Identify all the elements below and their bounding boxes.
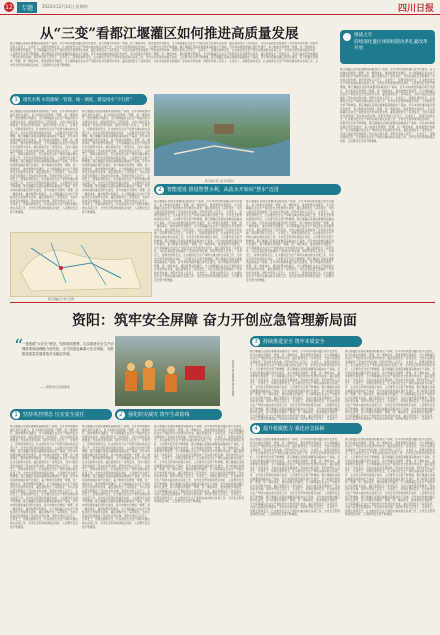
irrigation-map xyxy=(10,232,152,297)
article-column-8: 都江堰灌区是国家重要商品粮油生产基地，近年来持续推进灌区现代化建设，着力构建水资源统一管理、统一调度体系，推进智慧水利建设，全力保障灌区农业生产和经济社会发展用水需求，灌区面貌发生了深刻变化，为四川高质量发展提供了坚实的水利支撑。资阳市坚持人民至上、生命至上，统筹发展和安全，扎实推进安全生产和防灾减灾救灾各项工作，全市安全形势持续稳定向好，人民群众安全感不断增强。都江堰灌区是国家重要商品粮油生产基地，近年来持续推进灌区现代化建设，着力构建水资源统一管理、统一调度体系，推进智慧水利建设，全力保障灌区农业生产和经济社会发展用水需求，灌区面貌发生了深刻变化，为四川高质量发展提供了坚实的水利支撑。资阳市坚持人民至上、生命至上，统筹发展和安全，扎实推进安全生产和防灾减灾救灾各项工作，全市安全形势持续稳定向好，人民群众安全感不断增强。都江堰灌区是国家重要商品粮油生产基地，近年来持续推进灌区现代化建设，着力构建水资源统一管理、统一调度体系，推进智慧水利建设，全力保障灌区农业生产和经济社会发展用水需求，灌区面貌发生了深刻变化，为四川高质量发展提供了坚实的水利支撑。资阳市坚持人民至上、生命至上，统筹发展和安全，扎实推进安全生产和防灾减灾救灾各项工作，全市安全形势持续稳定向好，人民群众安全感不断增强。都江堰灌区是国家重要商品粮油生产基地，近年来持续推进灌区现代化建设，着力构建水资源统一管理、统一调度体系，推进智慧水利建设，全力保障灌区农业生产和经济社会发展用水需求，灌区面貌发生了深刻变化，为四川高质量发展提供了坚实的水利支撑。资阳市坚持人民至上、生命至上，统筹发展和安全，扎实推进安全生产和防灾减灾救灾各项工作，全市安全形势持续稳定向好，人民群众安全感不断增强。 xyxy=(10,425,78,529)
article-column-4: 都江堰灌区是国家重要商品粮油生产基地，近年来持续推进灌区现代化建设，着力构建水资源统一管理、统一调度体系，推进智慧水利建设，全力保障灌区农业生产和经济社会发展用水需求，灌区面貌发生了深刻变化，为四川高质量发展提供了坚实的水利支撑。资阳市坚持人民至上、生命至上，统筹发展和安全，扎实推进安全生产和防灾减灾救灾各项工作，全市安全形势持续稳定向好，人民群众安全感不断增强。都江堰灌区是国家重要商品粮油生产基地，近年来持续推进灌区现代化建设，着力构建水资源统一管理、统一调度体系，推进智慧水利建设，全力保障灌区农业生产和经济社会发展用水需求，灌区面貌发生了深刻变化，为四川高质量发展提供了坚实的水利支撑。资阳市坚持人民至上、生命至上，统筹发展和安全，扎实推进安全生产和防灾减灾救灾各项工作，全市安全形势持续稳定向好，人民群众安全感不断增强。都江堰灌区是国家重要商品粮油生产基地，近年来持续推进灌区现代化建设，着力构建水资源统一管理、统一调度体系，推进智慧水利建设，全力保障灌区农业生产和经济社会发展用水需求，灌区面貌发生了深刻变化，为四川高质量发展提供了坚实的水利支撑。资阳市坚持人民至上、生命至上，统筹发展和安全，扎实推进安全生产和防灾减灾救灾各项工作，全市安全形势持续稳定向好，人民群众安全感不断增强。都江堰灌区是国家重要商品粮油生产基地，近年来持续推进灌区现代化建设，着力构建水资源统一管理、统一调度体系，推进智慧水利建设，全力保障灌区农业生产和经济社会发展用水需求，灌区面貌发生了深刻变化，为四川高质量发展提供了坚实的水利支撑。资阳市坚持人民至上、生命至上，统筹发展和安全，扎实推进安全生产和防灾减灾救灾各项工作，全市安全形势持续稳定向好，人民群众安全感不断增强。 xyxy=(246,200,334,283)
banner-number: 2 xyxy=(156,186,164,194)
page-number: 12 xyxy=(5,3,13,11)
newspaper-logo: 四川日报 xyxy=(397,4,434,14)
article-column-2: 都江堰灌区是国家重要商品粮油生产基地，近年来持续推进灌区现代化建设，着力构建水资源统一管理、统一调度体系，推进智慧水利建设，全力保障灌区农业生产和经济社会发展用水需求，灌区面貌发生了深刻变化，为四川高质量发展提供了坚实的水利支撑。资阳市坚持人民至上、生命至上，统筹发展和安全，扎实推进安全生产和防灾减灾救灾各项工作，全市安全形势持续稳定向好，人民群众安全感不断增强。都江堰灌区是国家重要商品粮油生产基地，近年来持续推进灌区现代化建设，着力构建水资源统一管理、统一调度体系，推进智慧水利建设，全力保障灌区农业生产和经济社会发展用水需求，灌区面貌发生了深刻变化，为四川高质量发展提供了坚实的水利支撑。资阳市坚持人民至上、生命至上，统筹发展和安全，扎实推进安全生产和防灾减灾救灾各项工作，全市安全形势持续稳定向好，人民群众安全感不断增强。都江堰灌区是国家重要商品粮油生产基地，近年来持续推进灌区现代化建设，着力构建水资源统一管理、统一调度体系，推进智慧水利建设，全力保障灌区农业生产和经济社会发展用水需求，灌区面貌发生了深刻变化，为四川高质量发展提供了坚实的水利支撑。资阳市坚持人民至上、生命至上，统筹发展和安全，扎实推进安全生产和防灾减灾救灾各项工作，全市安全形势持续稳定向好，人民群众安全感不断增强。都江堰灌区是国家重要商品粮油生产基地，近年来持续推进灌区现代化建设，着力构建水资源统一管理、统一调度体系，推进智慧水利建设，全力保障灌区农业生产和经济社会发展用水需求，灌区面貌发生了深刻变化，为四川高质量发展提供了坚实的水利支撑。资阳市坚持人民至上、生命至上，统筹发展和安全，扎实推进安全生产和防灾减灾救灾各项工作，全市安全形势持续稳定向好，人民群众安全感不断增强。 xyxy=(82,110,150,214)
section-divider xyxy=(10,302,435,303)
article-column-11: 都江堰灌区是国家重要商品粮油生产基地，近年来持续推进灌区现代化建设，着力构建水资源统一管理、统一调度体系，推进智慧水利建设，全力保障灌区农业生产和经济社会发展用水需求，灌区面貌发生了深刻变化，为四川高质量发展提供了坚实的水利支撑。资阳市坚持人民至上、生命至上，统筹发展和安全，扎实推进安全生产和防灾减灾救灾各项工作，全市安全形势持续稳定向好，人民群众安全感不断增强。都江堰灌区是国家重要商品粮油生产基地，近年来持续推进灌区现代化建设，着力构建水资源统一管理、统一调度体系，推进智慧水利建设，全力保障灌区农业生产和经济社会发展用水需求，灌区面貌发生了深刻变化，为四川高质量发展提供了坚实的水利支撑。资阳市坚持人民至上、生命至上，统筹发展和安全，扎实推进安全生产和防灾减灾救灾各项工作，全市安全形势持续稳定向好，人民群众安全感不断增强。都江堰灌区是国家重要商品粮油生产基地，近年来持续推进灌区现代化建设，着力构建水资源统一管理、统一调度体系，推进智慧水利建设，全力保障灌区农业生产和经济社会发展用水需求，灌区面貌发生了深刻变化，为四川高质量发展提供了坚实的水利支撑。资阳市坚持人民至上、生命至上，统筹发展和安全，扎实推进安全生产和防灾减灾救灾各项工作，全市安全形势持续稳定向好，人民群众安全感不断增强。都江堰灌区是国家重要商品粮油生产基地，近年来持续推进灌区现代化建设，着力构建水资源统一管理、统一调度体系，推进智慧水利建设，全力保障灌区农业生产和经济社会发展用水需求，灌区面貌发生了深刻变化，为四川高质量发展提供了坚实的水利支撑。资阳市坚持人民至上、生命至上，统筹发展和安全，扎实推进安全生产和防灾减灾救灾各项工作，全市安全形势持续稳定向好，人民群众安全感不断增强。 xyxy=(250,438,340,517)
banner-label: 强化防灾减灾 筑牢生命防线 xyxy=(128,412,190,418)
banner-number: 1 xyxy=(12,411,20,419)
banner-label: 持续推进安全 筑牢本质安全 xyxy=(263,339,325,345)
banner-risk-control xyxy=(10,409,112,420)
article-column-10: 都江堰灌区是国家重要商品粮油生产基地，近年来持续推进灌区现代化建设，着力构建水资源统一管理、统一调度体系，推进智慧水利建设，全力保障灌区农业生产和经济社会发展用水需求，灌区面貌发生了深刻变化，为四川高质量发展提供了坚实的水利支撑。资阳市坚持人民至上、生命至上，统筹发展和安全，扎实推进安全生产和防灾减灾救灾各项工作，全市安全形势持续稳定向好，人民群众安全感不断增强。都江堰灌区是国家重要商品粮油生产基地，近年来持续推进灌区现代化建设，着力构建水资源统一管理、统一调度体系，推进智慧水利建设，全力保障灌区农业生产和经济社会发展用水需求，灌区面貌发生了深刻变化，为四川高质量发展提供了坚实的水利支撑。资阳市坚持人民至上、生命至上，统筹发展和安全，扎实推进安全生产和防灾减灾救灾各项工作，全市安全形势持续稳定向好，人民群众安全感不断增强。都江堰灌区是国家重要商品粮油生产基地，近年来持续推进灌区现代化建设，着力构建水资源统一管理、统一调度体系，推进智慧水利建设，全力保障灌区农业生产和经济社会发展用水需求，灌区面貌发生了深刻变化，为四川高质量发展提供了坚实的水利支撑。资阳市坚持人民至上、生命至上，统筹发展和安全，扎实推进安全生产和防灾减灾救灾各项工作，全市安全形势持续稳定向好，人民群众安全感不断增强。都江堰灌区是国家重要商品粮油生产基地，近年来持续推进灌区现代化建设，着力构建水资源统一管理、统一调度体系，推进智慧水利建设，全力保障灌区农业生产和经济社会发展用水需求，灌区面貌发生了深刻变化，为四川高质量发展提供了坚实的水利支撑。资阳市坚持人民至上、生命至上，统筹发展和安全，扎实推进安全生产和防灾减灾救灾各项工作，全市安全形势持续稳定向好，人民群众安全感不断增强。 xyxy=(154,425,244,504)
article-column-12: 都江堰灌区是国家重要商品粮油生产基地，近年来持续推进灌区现代化建设，着力构建水资源统一管理、统一调度体系，推进智慧水利建设，全力保障灌区农业生产和经济社会发展用水需求，灌区面貌发生了深刻变化，为四川高质量发展提供了坚实的水利支撑。资阳市坚持人民至上、生命至上，统筹发展和安全，扎实推进安全生产和防灾减灾救灾各项工作，全市安全形势持续稳定向好，人民群众安全感不断增强。都江堰灌区是国家重要商品粮油生产基地，近年来持续推进灌区现代化建设，着力构建水资源统一管理、统一调度体系，推进智慧水利建设，全力保障灌区农业生产和经济社会发展用水需求，灌区面貌发生了深刻变化，为四川高质量发展提供了坚实的水利支撑。资阳市坚持人民至上、生命至上，统筹发展和安全，扎实推进安全生产和防灾减灾救灾各项工作，全市安全形势持续稳定向好，人民群众安全感不断增强。都江堰灌区是国家重要商品粮油生产基地，近年来持续推进灌区现代化建设，着力构建水资源统一管理、统一调度体系，推进智慧水利建设，全力保障灌区农业生产和经济社会发展用水需求，灌区面貌发生了深刻变化，为四川高质量发展提供了坚实的水利支撑。资阳市坚持人民至上、生命至上，统筹发展和安全，扎实推进安全生产和防灾减灾救灾各项工作，全市安全形势持续稳定向好，人民群众安全感不断增强。都江堰灌区是国家重要商品粮油生产基地，近年来持续推进灌区现代化建设，着力构建水资源统一管理、统一调度体系，推进智慧水利建设，全力保障灌区农业生产和经济社会发展用水需求，灌区面貌发生了深刻变化，为四川高质量发展提供了坚实的水利支撑。资阳市坚持人民至上、生命至上，统筹发展和安全，扎实推进安全生产和防灾减灾救灾各项工作，全市安全形势持续稳定向好，人民群众安全感不断增强。 xyxy=(345,438,435,517)
banner-water-management xyxy=(10,94,147,105)
article-column-1: 都江堰灌区是国家重要商品粮油生产基地，近年来持续推进灌区现代化建设，着力构建水资源统一管理、统一调度体系，推进智慧水利建设，全力保障灌区农业生产和经济社会发展用水需求，灌区面貌发生了深刻变化，为四川高质量发展提供了坚实的水利支撑。资阳市坚持人民至上、生命至上，统筹发展和安全，扎实推进安全生产和防灾减灾救灾各项工作，全市安全形势持续稳定向好，人民群众安全感不断增强。都江堰灌区是国家重要商品粮油生产基地，近年来持续推进灌区现代化建设，着力构建水资源统一管理、统一调度体系，推进智慧水利建设，全力保障灌区农业生产和经济社会发展用水需求，灌区面貌发生了深刻变化，为四川高质量发展提供了坚实的水利支撑。资阳市坚持人民至上、生命至上，统筹发展和安全，扎实推进安全生产和防灾减灾救灾各项工作，全市安全形势持续稳定向好，人民群众安全感不断增强。都江堰灌区是国家重要商品粮油生产基地，近年来持续推进灌区现代化建设，着力构建水资源统一管理、统一调度体系，推进智慧水利建设，全力保障灌区农业生产和经济社会发展用水需求，灌区面貌发生了深刻变化，为四川高质量发展提供了坚实的水利支撑。资阳市坚持人民至上、生命至上，统筹发展和安全，扎实推进安全生产和防灾减灾救灾各项工作，全市安全形势持续稳定向好，人民群众安全感不断增强。都江堰灌区是国家重要商品粮油生产基地，近年来持续推进灌区现代化建设，着力构建水资源统一管理、统一调度体系，推进智慧水利建设，全力保障灌区农业生产和经济社会发展用水需求，灌区面貌发生了深刻变化，为四川高质量发展提供了坚实的水利支撑。资阳市坚持人民至上、生命至上，统筹发展和安全，扎实推进安全生产和防灾减灾救灾各项工作，全市安全形势持续稳定向好，人民群众安全感不断增强。 xyxy=(10,110,78,214)
section-label: 专题 xyxy=(17,2,37,13)
article-column-3: 都江堰灌区是国家重要商品粮油生产基地，近年来持续推进灌区现代化建设，着力构建水资源统一管理、统一调度体系，推进智慧水利建设，全力保障灌区农业生产和经济社会发展用水需求，灌区面貌发生了深刻变化，为四川高质量发展提供了坚实的水利支撑。资阳市坚持人民至上、生命至上，统筹发展和安全，扎实推进安全生产和防灾减灾救灾各项工作，全市安全形势持续稳定向好，人民群众安全感不断增强。都江堰灌区是国家重要商品粮油生产基地，近年来持续推进灌区现代化建设，着力构建水资源统一管理、统一调度体系，推进智慧水利建设，全力保障灌区农业生产和经济社会发展用水需求，灌区面貌发生了深刻变化，为四川高质量发展提供了坚实的水利支撑。资阳市坚持人民至上、生命至上，统筹发展和安全，扎实推进安全生产和防灾减灾救灾各项工作，全市安全形势持续稳定向好，人民群众安全感不断增强。都江堰灌区是国家重要商品粮油生产基地，近年来持续推进灌区现代化建设，着力构建水资源统一管理、统一调度体系，推进智慧水利建设，全力保障灌区农业生产和经济社会发展用水需求，灌区面貌发生了深刻变化，为四川高质量发展提供了坚实的水利支撑。资阳市坚持人民至上、生命至上，统筹发展和安全，扎实推进安全生产和防灾减灾救灾各项工作，全市安全形势持续稳定向好，人民群众安全感不断增强。都江堰灌区是国家重要商品粮油生产基地，近年来持续推进灌区现代化建设，着力构建水资源统一管理、统一调度体系，推进智慧水利建设，全力保障灌区农业生产和经济社会发展用水需求，灌区面貌发生了深刻变化，为四川高质量发展提供了坚实的水利支撑。资阳市坚持人民至上、生命至上，统筹发展和安全，扎实推进安全生产和防灾减灾救灾各项工作，全市安全形势持续稳定向好，人民群众安全感不断增强。 xyxy=(154,200,242,283)
top-headline: 从“三变”看都江堰灌区如何推进高质量发展 xyxy=(40,26,299,42)
quote-text: 一是按照“大安全”理念，坚持底线思维，扎实推进安全生产治理体系和治理能力现代化，全力防范化解重大安全风险，为资阳高质量发展营造安全稳定环境。 xyxy=(22,342,114,357)
article-column-7: 都江堰灌区是国家重要商品粮油生产基地，近年来持续推进灌区现代化建设，着力构建水资源统一管理、统一调度体系，推进智慧水利建设，全力保障灌区农业生产和经济社会发展用水需求，灌区面貌发生了深刻变化，为四川高质量发展提供了坚实的水利支撑。资阳市坚持人民至上、生命至上，统筹发展和安全，扎实推进安全生产和防灾减灾救灾各项工作，全市安全形势持续稳定向好，人民群众安全感不断增强。都江堰灌区是国家重要商品粮油生产基地，近年来持续推进灌区现代化建设，着力构建水资源统一管理、统一调度体系，推进智慧水利建设，全力保障灌区农业生产和经济社会发展用水需求，灌区面貌发生了深刻变化，为四川高质量发展提供了坚实的水利支撑。资阳市坚持人民至上、生命至上，统筹发展和安全，扎实推进安全生产和防灾减灾救灾各项工作，全市安全形势持续稳定向好，人民群众安全感不断增强。都江堰灌区是国家重要商品粮油生产基地，近年来持续推进灌区现代化建设，着力构建水资源统一管理、统一调度体系，推进智慧水利建设，全力保障灌区农业生产和经济社会发展用水需求，灌区面貌发生了深刻变化，为四川高质量发展提供了坚实的水利支撑。资阳市坚持人民至上、生命至上，统筹发展和安全，扎实推进安全生产和防灾减灾救灾各项工作，全市安全形势持续稳定向好，人民群众安全感不断增强。都江堰灌区是国家重要商品粮油生产基地，近年来持续推进灌区现代化建设，着力构建水资源统一管理、统一调度体系，推进智慧水利建设，全力保障灌区农业生产和经济社会发展用水需求，灌区面貌发生了深刻变化，为四川高质量发展提供了坚实的水利支撑。资阳市坚持人民至上、生命至上， xyxy=(345,350,435,420)
banner-number: 1 xyxy=(12,96,20,104)
banner-rescue-capacity xyxy=(250,423,362,434)
banner-label: 提升救援能力 强化应急保障 xyxy=(263,426,325,432)
rescue-photo xyxy=(115,336,220,406)
article-column-9: 都江堰灌区是国家重要商品粮油生产基地，近年来持续推进灌区现代化建设，着力构建水资源统一管理、统一调度体系，推进智慧水利建设，全力保障灌区农业生产和经济社会发展用水需求，灌区面貌发生了深刻变化，为四川高质量发展提供了坚实的水利支撑。资阳市坚持人民至上、生命至上，统筹发展和安全，扎实推进安全生产和防灾减灾救灾各项工作，全市安全形势持续稳定向好，人民群众安全感不断增强。都江堰灌区是国家重要商品粮油生产基地，近年来持续推进灌区现代化建设，着力构建水资源统一管理、统一调度体系，推进智慧水利建设，全力保障灌区农业生产和经济社会发展用水需求，灌区面貌发生了深刻变化，为四川高质量发展提供了坚实的水利支撑。资阳市坚持人民至上、生命至上，统筹发展和安全，扎实推进安全生产和防灾减灾救灾各项工作，全市安全形势持续稳定向好，人民群众安全感不断增强。都江堰灌区是国家重要商品粮油生产基地，近年来持续推进灌区现代化建设，着力构建水资源统一管理、统一调度体系，推进智慧水利建设，全力保障灌区农业生产和经济社会发展用水需求，灌区面貌发生了深刻变化，为四川高质量发展提供了坚实的水利支撑。资阳市坚持人民至上、生命至上，统筹发展和安全，扎实推进安全生产和防灾减灾救灾各项工作，全市安全形势持续稳定向好，人民群众安全感不断增强。都江堰灌区是国家重要商品粮油生产基地，近年来持续推进灌区现代化建设，着力构建水资源统一管理、统一调度体系，推进智慧水利建设，全力保障灌区农业生产和经济社会发展用水需求，灌区面貌发生了深刻变化，为四川高质量发展提供了坚实的水利支撑。资阳市坚持人民至上、生命至上，统筹发展和安全，扎实推进安全生产和防灾减灾救灾各项工作，全市安全形势持续稳定向好，人民群众安全感不断增强。 xyxy=(82,425,150,529)
article-column-5: 都江堰灌区是国家重要商品粮油生产基地，近年来持续推进灌区现代化建设，着力构建水资源统一管理、统一调度体系，推进智慧水利建设，全力保障灌区农业生产和经济社会发展用水需求，灌区面貌发生了深刻变化，为四川高质量发展提供了坚实的水利支撑。资阳市坚持人民至上、生命至上，统筹发展和安全，扎实推进安全生产和防灾减灾救灾各项工作，全市安全形势持续稳定向好，人民群众安全感不断增强。都江堰灌区是国家重要商品粮油生产基地，近年来持续推进灌区现代化建设，着力构建水资源统一管理、统一调度体系，推进智慧水利建设，全力保障灌区农业生产和经济社会发展用水需求，灌区面貌发生了深刻变化，为四川高质量发展提供了坚实的水利支撑。资阳市坚持人民至上、生命至上，统筹发展和安全，扎实推进安全生产和防灾减灾救灾各项工作，全市安全形势持续稳定向好，人民群众安全感不断增强。都江堰灌区是国家重要商品粮油生产基地，近年来持续推进灌区现代化建设，着力构建水资源统一管理、统一调度体系，推进智慧水利建设，全力保障灌区农业生产和经济社会发展用水需求，灌区面貌发生了深刻变化，为四川高质量发展提供了坚实的水利支撑。资阳市坚持人民至上、生命至上，统筹发展和安全，扎实推进安全生产和防灾减灾救灾各项工作，全市安全形势持续稳定向好，人民群众安全感不断增强。都江堰灌区是国家重要商品粮油生产基地，近年来持续推进灌区现代化建设，着力构建水资源统一管理、统一调度体系，推进智慧水利建设，全力保障灌区农业生产和经济社会发展用水需求，灌区面貌发生了深刻变化，为四川高质量发展提供了坚实的水利支撑。资阳市坚持人民至上、生命至上，统筹发展和安全，扎实推进安全生产和防灾减灾救灾各项工作，全市安全形势持续稳定向好，人民群众安全感不断增强。 xyxy=(340,68,435,143)
top-intro: 都江堰灌区是国家重要商品粮油生产基地，近年来持续推进灌区现代化建设，着力构建水资源统一管理、统一调度体系，推进智慧水利建设，全力保障灌区农业生产和经济社会发展用水需求，灌区面貌发生了深刻变化，为四川高质量发展提供了坚实的水利支撑。资阳市坚持人民至上、生命至上，统筹发展和安全，扎实推进安全生产和防灾减灾救灾各项工作，全市安全形势持续稳定向好，人民群众安全感不断增强。都江堰灌区是国家重要商品粮油生产基地，近年来持续推进灌区现代化建设，着力构建水资源统一管理、统一调度体系，推进智慧水利建设，全力保障灌区农业生产和经济社会发展用水需求，灌区面貌发生了深刻变化，为四川高质量发展提供了坚实的水利支撑。资阳市坚持人民至上、生命至上，统筹发展和安全，扎实推进安全生产和防灾减灾救灾各项工作，全市安全形势持续稳定向好，人民群众安全感不断增强。都江堰灌区是国家重要商品粮油生产基地，近年来持续推进灌区现代化建设，着力构建水资源统一管理、统一调度体系，推进智慧水利建设，全力保障灌区农业生产和经济社会发展用水需求，灌区面貌发生了深刻变化，为四川高质量发展提供了坚实的水利支撑。资阳市坚持人民至上、生命至上，统筹发展和安全，扎实推进安全生产和防灾减灾救灾各项工作，全市安全形势持续稳定向好，人民群众安全感不断增强。都江堰灌区是国家重要商品粮油生产基地，近年来持续推进灌区现代化建设，着力构建水资源统一管理、统一调度体系，推进智慧水利建设，全力保障灌区农业生产和经济社会发展用水需求，灌区面貌发生了深刻变化，为四川高质量发展提供了坚实的水利支撑。资阳市坚持人民至上、生命至上，统筹发展和安全，扎实推进安全生产和防灾减灾救灾各项工作，全市安全形势持续稳定向好，人民群众安全感不断增强。 xyxy=(10,42,318,67)
banner-label: 智能建设 推进智慧水利，从流水开始向“慧水”迈进 xyxy=(167,187,279,193)
photo-caption: 都江堰水利工程 资料图片 xyxy=(205,180,235,183)
dujiangyan-photo xyxy=(154,94,290,176)
banner-label: 现代水利 水资源统一管理、统一调度、建设用水“不打折” xyxy=(23,97,132,103)
banner-smart-water xyxy=(154,184,341,195)
map-caption: 都江堰灌区分布示意图 xyxy=(48,298,74,301)
banner-label: 坚持风控理念 压实安全责任 xyxy=(23,412,85,418)
side-banner-icon xyxy=(343,33,351,41)
banner-intrinsic-safety xyxy=(250,336,362,347)
bottom-headline: 资阳：筑牢安全屏障 奋力开创应急管理新局面 xyxy=(72,313,357,329)
banner-disaster-prevention xyxy=(115,409,222,420)
article-column-6: 都江堰灌区是国家重要商品粮油生产基地，近年来持续推进灌区现代化建设，着力构建水资源统一管理、统一调度体系，推进智慧水利建设，全力保障灌区农业生产和经济社会发展用水需求，灌区面貌发生了深刻变化，为四川高质量发展提供了坚实的水利支撑。资阳市坚持人民至上、生命至上，统筹发展和安全，扎实推进安全生产和防灾减灾救灾各项工作，全市安全形势持续稳定向好，人民群众安全感不断增强。都江堰灌区是国家重要商品粮油生产基地，近年来持续推进灌区现代化建设，着力构建水资源统一管理、统一调度体系，推进智慧水利建设，全力保障灌区农业生产和经济社会发展用水需求，灌区面貌发生了深刻变化，为四川高质量发展提供了坚实的水利支撑。资阳市坚持人民至上、生命至上，统筹发展和安全，扎实推进安全生产和防灾减灾救灾各项工作，全市安全形势持续稳定向好，人民群众安全感不断增强。都江堰灌区是国家重要商品粮油生产基地，近年来持续推进灌区现代化建设，着力构建水资源统一管理、统一调度体系，推进智慧水利建设，全力保障灌区农业生产和经济社会发展用水需求，灌区面貌发生了深刻变化，为四川高质量发展提供了坚实的水利支撑。资阳市坚持人民至上、生命至上，统筹发展和安全，扎实推进安全生产和防灾减灾救灾各项工作，全市安全形势持续稳定向好，人民群众安全感不断增强。都江堰灌区是国家重要商品粮油生产基地，近年来持续推进灌区现代化建设，着力构建水资源统一管理、统一调度体系，推进智慧水利建设，全力保障灌区农业生产和经济社会发展用水需求，灌区面貌发生了深刻变化，为四川高质量发展提供了坚实的水利支撑。资阳市坚持人民至上、生命至上， xyxy=(250,350,340,420)
quote-author: ——资阳市应急管理局 xyxy=(40,385,71,389)
issue-date: 2023年12月14日 星期四 xyxy=(42,4,88,9)
rescue-photo-caption: 资阳市应急管理局开展应急演练 xyxy=(231,360,234,397)
quote-mark: “ xyxy=(14,336,24,357)
header-rule xyxy=(0,14,440,15)
banner-number: 3 xyxy=(252,338,260,346)
banner-number: 2 xyxy=(117,411,125,419)
side-banner-text: 挑战之年 持续深化灌区体制机制改革扎紧改革开放 xyxy=(354,33,428,51)
page-header xyxy=(0,0,440,14)
banner-number: 4 xyxy=(252,425,260,433)
side-banner xyxy=(340,30,435,64)
